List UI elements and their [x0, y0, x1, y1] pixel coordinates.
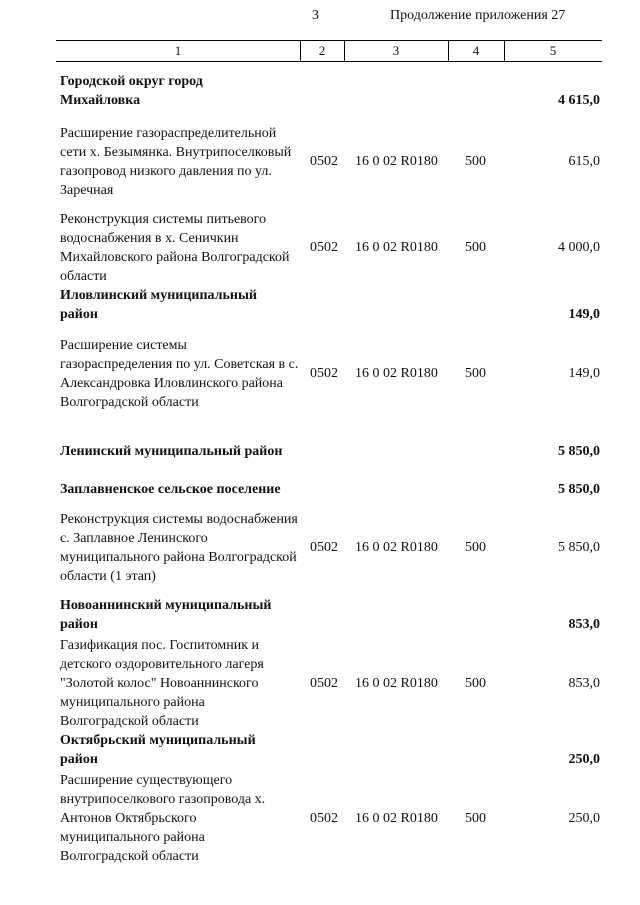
item-kind: 500 — [465, 676, 486, 691]
group-name: Иловлинский муниципальный район — [60, 288, 257, 322]
item-amount: 615,0 — [568, 154, 600, 169]
item-kind: 500 — [465, 240, 486, 255]
item-amount: 5 850,0 — [558, 540, 600, 555]
group-name: Новоаннинский муниципальный район — [60, 598, 272, 632]
item-amount: 853,0 — [568, 676, 600, 691]
group-amount: 4 615,0 — [558, 93, 600, 108]
item-name: Расширение существующего внутрипоселкового газопровода х. Антонов Октябрьского муниципального района Волгоградской области — [60, 773, 266, 864]
table-row — [60, 771, 600, 866]
table-row — [60, 336, 600, 412]
item-name: Газификация пос. Госпитомник и детского оздоровительного лагеря "Золотой колос" Новоаннинского муниципального района Волгоградской области — [60, 638, 264, 729]
group-name: Заплавненское сельское поселение — [60, 482, 281, 497]
item-name: Расширение системы газораспределения по ул. Советская в с. Александровка Иловлинского района Волгоградской области — [60, 338, 299, 410]
item-amount: 250,0 — [568, 811, 600, 826]
group-amount: 853,0 — [568, 617, 600, 632]
item-amount: 149,0 — [568, 366, 600, 381]
group-row — [60, 596, 600, 636]
item-name: Реконструкция системы водоснабжения с. Заплавное Ленинского муниципального района Волгоградской области (1 этап) — [60, 512, 298, 584]
page-number: 3 — [312, 8, 319, 23]
group-row — [60, 731, 600, 771]
column-header-1: 1 — [174, 43, 182, 58]
group-amount: 5 850,0 — [558, 482, 600, 497]
item-code: 16 0 02 R0180 — [355, 811, 438, 826]
item-section: 0502 — [310, 540, 338, 555]
table-header — [56, 40, 602, 62]
item-amount: 4 000,0 — [558, 240, 600, 255]
group-amount: 250,0 — [568, 752, 600, 767]
group-name: Городской округ город Михайловка — [60, 74, 203, 108]
table-row — [60, 636, 600, 731]
item-kind: 500 — [465, 540, 486, 555]
group-row — [60, 442, 600, 462]
item-code: 16 0 02 R0180 — [355, 240, 438, 255]
item-kind: 500 — [465, 366, 486, 381]
continuation-title: Продолжение приложения 27 — [390, 8, 566, 23]
item-section: 0502 — [310, 240, 338, 255]
item-code: 16 0 02 R0180 — [355, 540, 438, 555]
item-section: 0502 — [310, 366, 338, 381]
table-row — [60, 510, 600, 586]
item-code: 16 0 02 R0180 — [355, 154, 438, 169]
group-amount: 5 850,0 — [558, 444, 600, 459]
group-name: Октябрьский муниципальный район — [60, 733, 256, 767]
group-row — [60, 72, 600, 112]
column-header-5: 5 — [549, 43, 557, 58]
item-name: Реконструкция системы питьевого водоснабжения в х. Сеничкин Михайловского района Волгоградской области — [60, 212, 290, 284]
column-header-4: 4 — [472, 43, 480, 58]
group-name: Ленинский муниципальный район — [60, 444, 283, 459]
item-section: 0502 — [310, 676, 338, 691]
group-amount: 149,0 — [568, 307, 600, 322]
table-row — [60, 210, 600, 286]
column-header-3: 3 — [392, 43, 400, 58]
table-row — [60, 124, 600, 200]
item-name: Расширение газораспределительной сети х. Безымянка. Внутрипоселковый газопровод низкого давления по ул. Заречная — [60, 126, 292, 198]
group-row — [60, 286, 600, 326]
item-code: 16 0 02 R0180 — [355, 676, 438, 691]
item-section: 0502 — [310, 811, 338, 826]
item-kind: 500 — [465, 811, 486, 826]
item-section: 0502 — [310, 154, 338, 169]
group-row — [60, 480, 600, 500]
item-code: 16 0 02 R0180 — [355, 366, 438, 381]
column-header-2: 2 — [318, 43, 326, 58]
item-kind: 500 — [465, 154, 486, 169]
